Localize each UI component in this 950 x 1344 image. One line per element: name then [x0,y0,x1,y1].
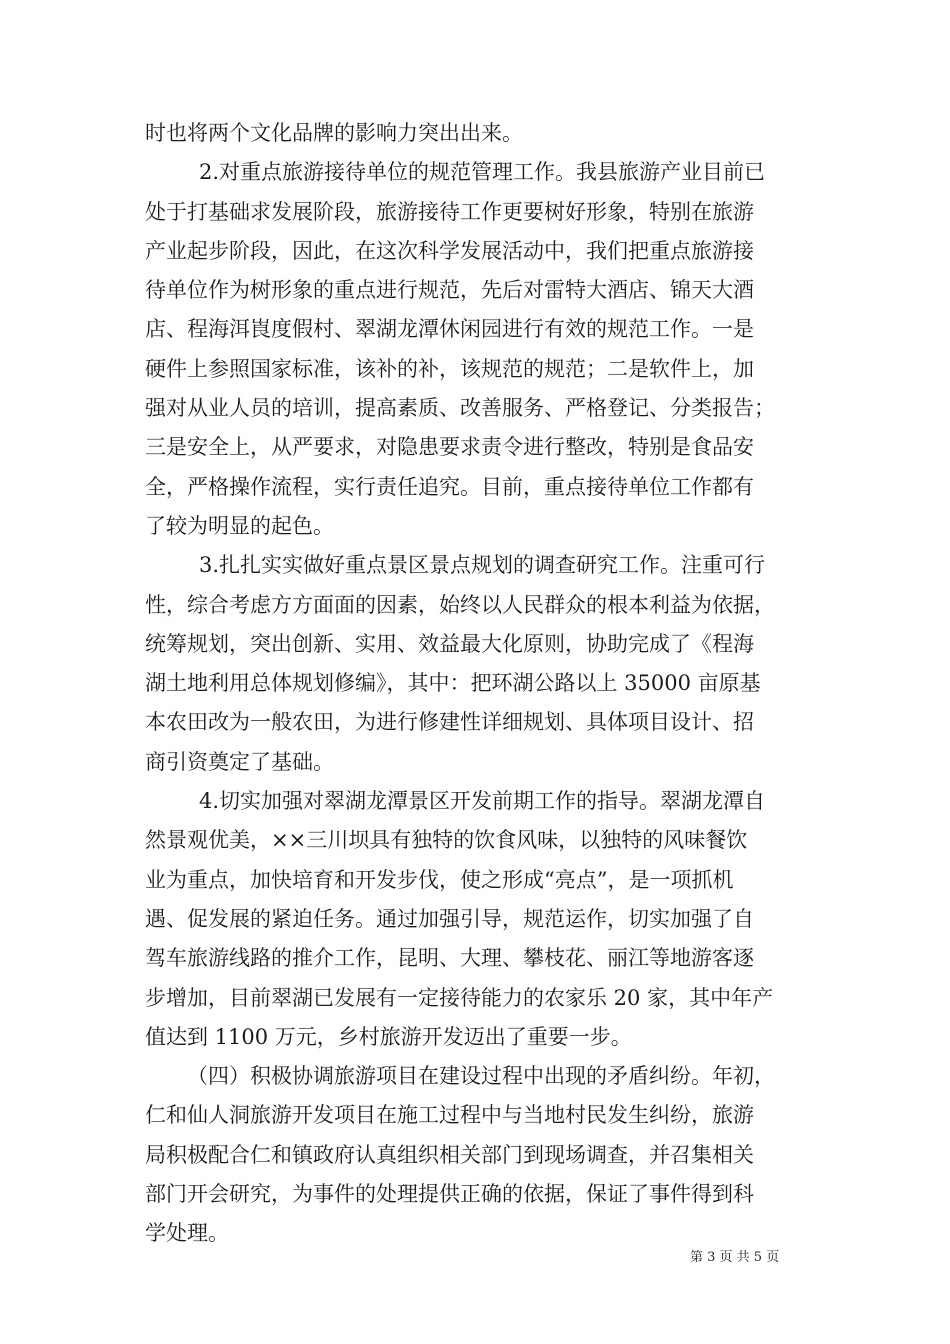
text-line: 商引资奠定了基础。 [145,749,334,774]
text-line: 驾车旅游线路的推介工作，昆明、大理、攀枝花、丽江等地游客逐 [145,946,754,971]
text-line: 然景观优美，××三川坝具有独特的饮食风味，以独特的风味餐饮 [145,828,748,853]
text-line: 了较为明显的起色。 [145,513,334,538]
text-line: 统筹规划，突出创新、实用、效益最大化原则，协助完成了《程海 [145,631,754,656]
text-line: 业为重点，加快培育和开发步伐，使之形成“亮点”，是一项抓机 [145,867,734,892]
text-line: 待单位作为树形象的重点进行规范，先后对雷特大酒店、锦天大酒 [145,278,754,303]
text-line: 步增加，目前翠湖已发展有一定接待能力的农家乐 20 家，其中年产 [145,985,774,1010]
text-line: 部门开会研究，为事件的处理提供正确的依据，保证了事件得到科 [145,1182,754,1207]
text-line: 学处理。 [145,1221,229,1246]
text-line: 硬件上参照国家标准，该补的补，该规范的规范；二是软件上，加 [145,356,754,381]
page-number: 第 3 页 共 5 页 [690,1250,780,1265]
text-line: 强对从业人员的培训，提高素质、改善服务、严格登记、分类报告； [145,396,775,421]
text-line: 4.切实加强对翠湖龙潭景区开发前期工作的指导。翠湖龙潭自 [199,789,766,814]
text-line: 本农田改为一般农田，为进行修建性详细规划、具体项目设计、招 [145,710,754,735]
text-line: 性，综合考虑方方面面的因素，始终以人民群众的根本利益为依据， [145,592,775,617]
text-line: 全，严格操作流程，实行责任追究。目前，重点接待单位工作都有 [145,474,754,499]
text-line: （四）积极协调旅游项目在建设过程中出现的矛盾纠纷。年初， [187,1064,775,1089]
text-line: 产业起步阶段，因此，在这次科学发展活动中，我们把重点旅游接 [145,238,754,263]
text-line: 3.扎扎实实做好重点景区景点规划的调查研究工作。注重可行 [199,553,766,578]
text-line: 2.对重点旅游接待单位的规范管理工作。我县旅游产业目前已 [199,160,766,185]
text-line: 值达到 1100 万元，乡村旅游开发迈出了重要一步。 [145,1024,632,1049]
text-line: 仁和仙人洞旅游开发项目在施工过程中与当地村民发生纠纷，旅游 [145,1103,754,1128]
text-line: 三是安全上，从严要求，对隐患要求责令进行整改，特别是食品安 [145,435,754,460]
text-line: 遇、促发展的紧迫任务。通过加强引导，规范运作，切实加强了自 [145,906,754,931]
text-line: 局积极配合仁和镇政府认真组织相关部门到现场调查，并召集相关 [145,1142,754,1167]
text-line: 时也将两个文化品牌的影响力突出出来。 [145,121,523,145]
text-line: 店、程海洱崀度假村、翠湖龙潭休闲园进行有效的规范工作。一是 [145,317,754,342]
document-body [145,114,815,1254]
text-line: 湖土地利用总体规划修编》，其中：把环湖公路以上 35000 亩原基 [145,671,761,696]
text-line: 处于打基础求发展阶段，旅游接待工作更要树好形象，特别在旅游 [145,199,754,224]
